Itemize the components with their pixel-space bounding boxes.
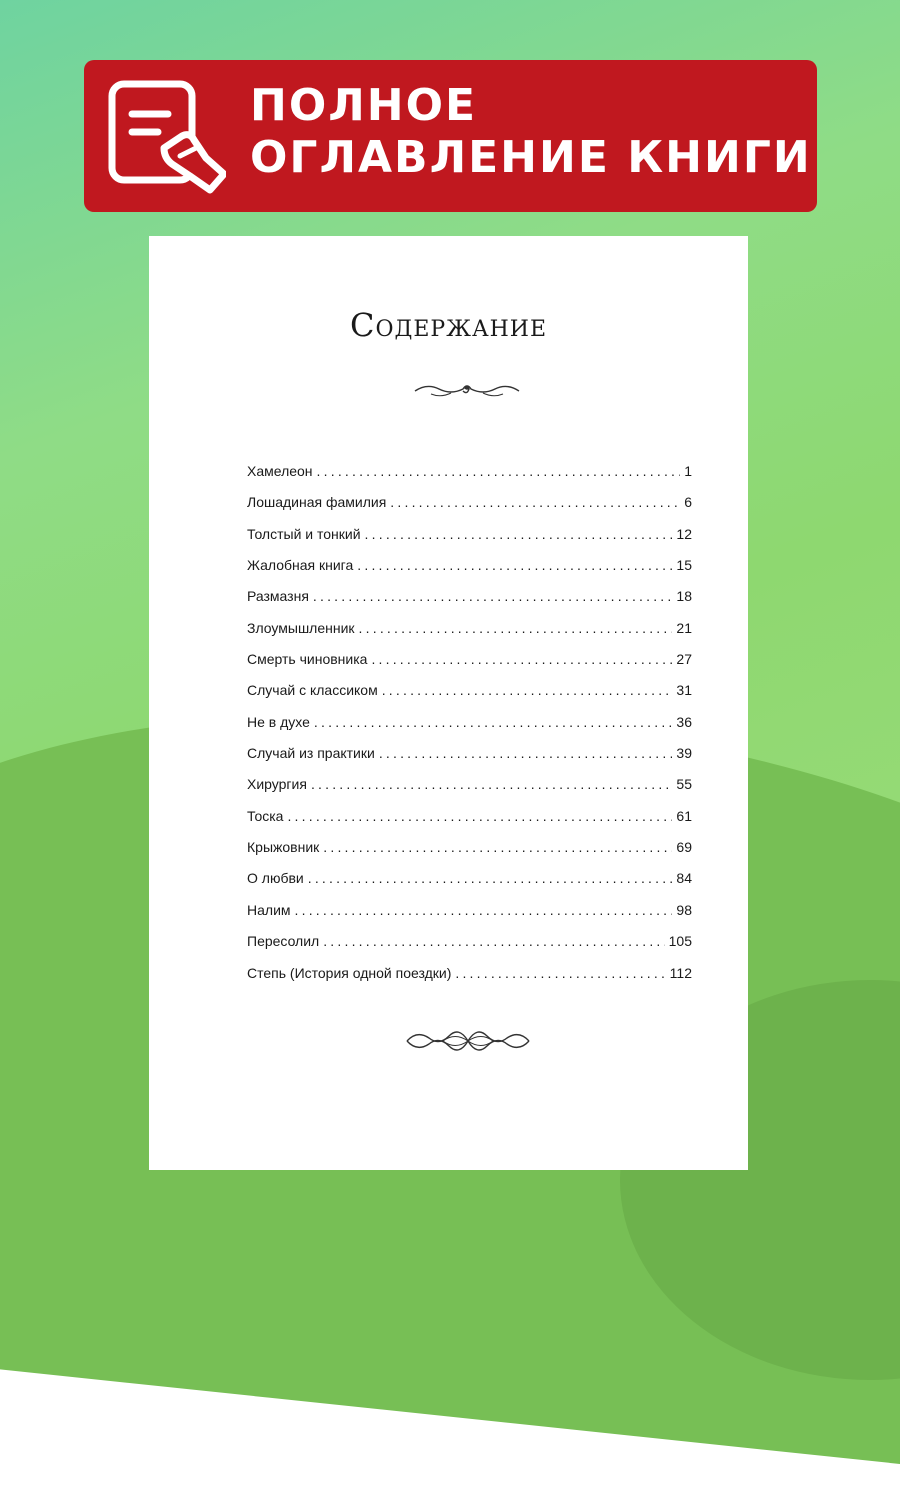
toc-entry (247, 682, 692, 713)
toc-entry-title: Хирургия (247, 776, 307, 793)
toc-leader-dots (308, 870, 673, 886)
toc-entry-title: Случай с классиком (247, 682, 378, 699)
toc-entry-page: 1 (684, 463, 692, 479)
toc-entry (247, 526, 692, 557)
toc-entry (247, 839, 692, 870)
toc-entry (247, 808, 692, 839)
toc-entry-page: 12 (676, 525, 692, 542)
toc-entry-title: Хамелеон (247, 463, 313, 479)
toc-leader-dots (390, 494, 680, 510)
toc-entry (247, 651, 692, 682)
toc-entry-title: Лошадиная фамилия (247, 494, 387, 511)
toc-leader-dots (357, 557, 672, 573)
toc-entry (247, 463, 692, 494)
ornament-flourish-icon (403, 1024, 533, 1058)
toc-entry-title: Размазня (247, 588, 309, 605)
toc-entry-title: Тоска (247, 807, 284, 824)
toc-entry-title: Налим (247, 901, 291, 918)
toc-entry-page: 61 (676, 807, 692, 824)
toc-entry-page: 112 (669, 964, 692, 981)
toc-leader-dots (323, 839, 672, 855)
toc-entry-page: 36 (676, 713, 692, 730)
toc-leader-dots (323, 933, 664, 949)
toc-entry-title: Степь (История одной поездки) (247, 964, 452, 981)
toc-leader-dots (455, 965, 665, 981)
table-of-contents (247, 463, 692, 996)
toc-entry (247, 745, 692, 776)
toc-entry (247, 902, 692, 933)
toc-entry-page: 69 (676, 839, 692, 856)
toc-leader-dots (317, 463, 681, 479)
toc-leader-dots (314, 714, 673, 730)
toc-leader-dots (379, 745, 673, 761)
toc-entry-title: Случай из практики (247, 745, 375, 762)
toc-leader-dots (365, 526, 673, 542)
toc-entry-title: Толстый и тонкий (247, 525, 361, 542)
toc-entry-page: 105 (668, 933, 692, 950)
toc-entry-title: О любви (247, 870, 304, 887)
toc-entry-title: Крыжовник (247, 839, 320, 856)
toc-leader-dots (359, 620, 673, 636)
toc-entry-page: 84 (676, 870, 692, 887)
toc-entry (247, 714, 692, 745)
toc-entry-page: 55 (676, 776, 692, 793)
toc-entry-page: 27 (676, 651, 692, 668)
toc-entry (247, 620, 692, 651)
toc-entry (247, 870, 692, 901)
toc-entry (247, 776, 692, 807)
toc-entry-page: 18 (676, 588, 692, 605)
toc-entry-title: Смерть чиновника (247, 651, 368, 668)
toc-entry-page: 15 (676, 557, 692, 574)
toc-entry-page: 39 (676, 745, 692, 762)
toc-entry (247, 557, 692, 588)
toc-leader-dots (382, 682, 673, 698)
toc-entry-page: 98 (676, 901, 692, 918)
banner-title (250, 80, 812, 184)
page-title: Содержание (349, 306, 548, 344)
toc-entry-title: Злоумышленник (247, 619, 355, 636)
banner-title-line-2: ОГЛАВЛЕНИЕ КНИГИ (250, 132, 812, 183)
header-banner (84, 60, 817, 212)
ornament-divider-icon (411, 379, 523, 401)
toc-entry (247, 588, 692, 619)
toc-entry (247, 494, 692, 525)
toc-leader-dots (295, 902, 673, 918)
banner-title-line-1: ПОЛНОЕ (250, 80, 478, 131)
toc-entry-page: 21 (676, 619, 692, 636)
book-page (149, 236, 748, 1170)
toc-entry-title: Пересолил (247, 933, 320, 950)
toc-leader-dots (313, 588, 673, 604)
document-hand-icon (106, 78, 226, 198)
toc-entry-page: 6 (684, 494, 692, 511)
toc-entry-page: 31 (676, 682, 692, 699)
toc-leader-dots (287, 808, 672, 824)
toc-leader-dots (311, 776, 672, 792)
toc-entry-title: Жалобная книга (247, 557, 354, 574)
toc-entry (247, 933, 692, 964)
toc-entry (247, 965, 692, 996)
toc-leader-dots (371, 651, 672, 667)
toc-entry-title: Не в духе (247, 713, 310, 730)
